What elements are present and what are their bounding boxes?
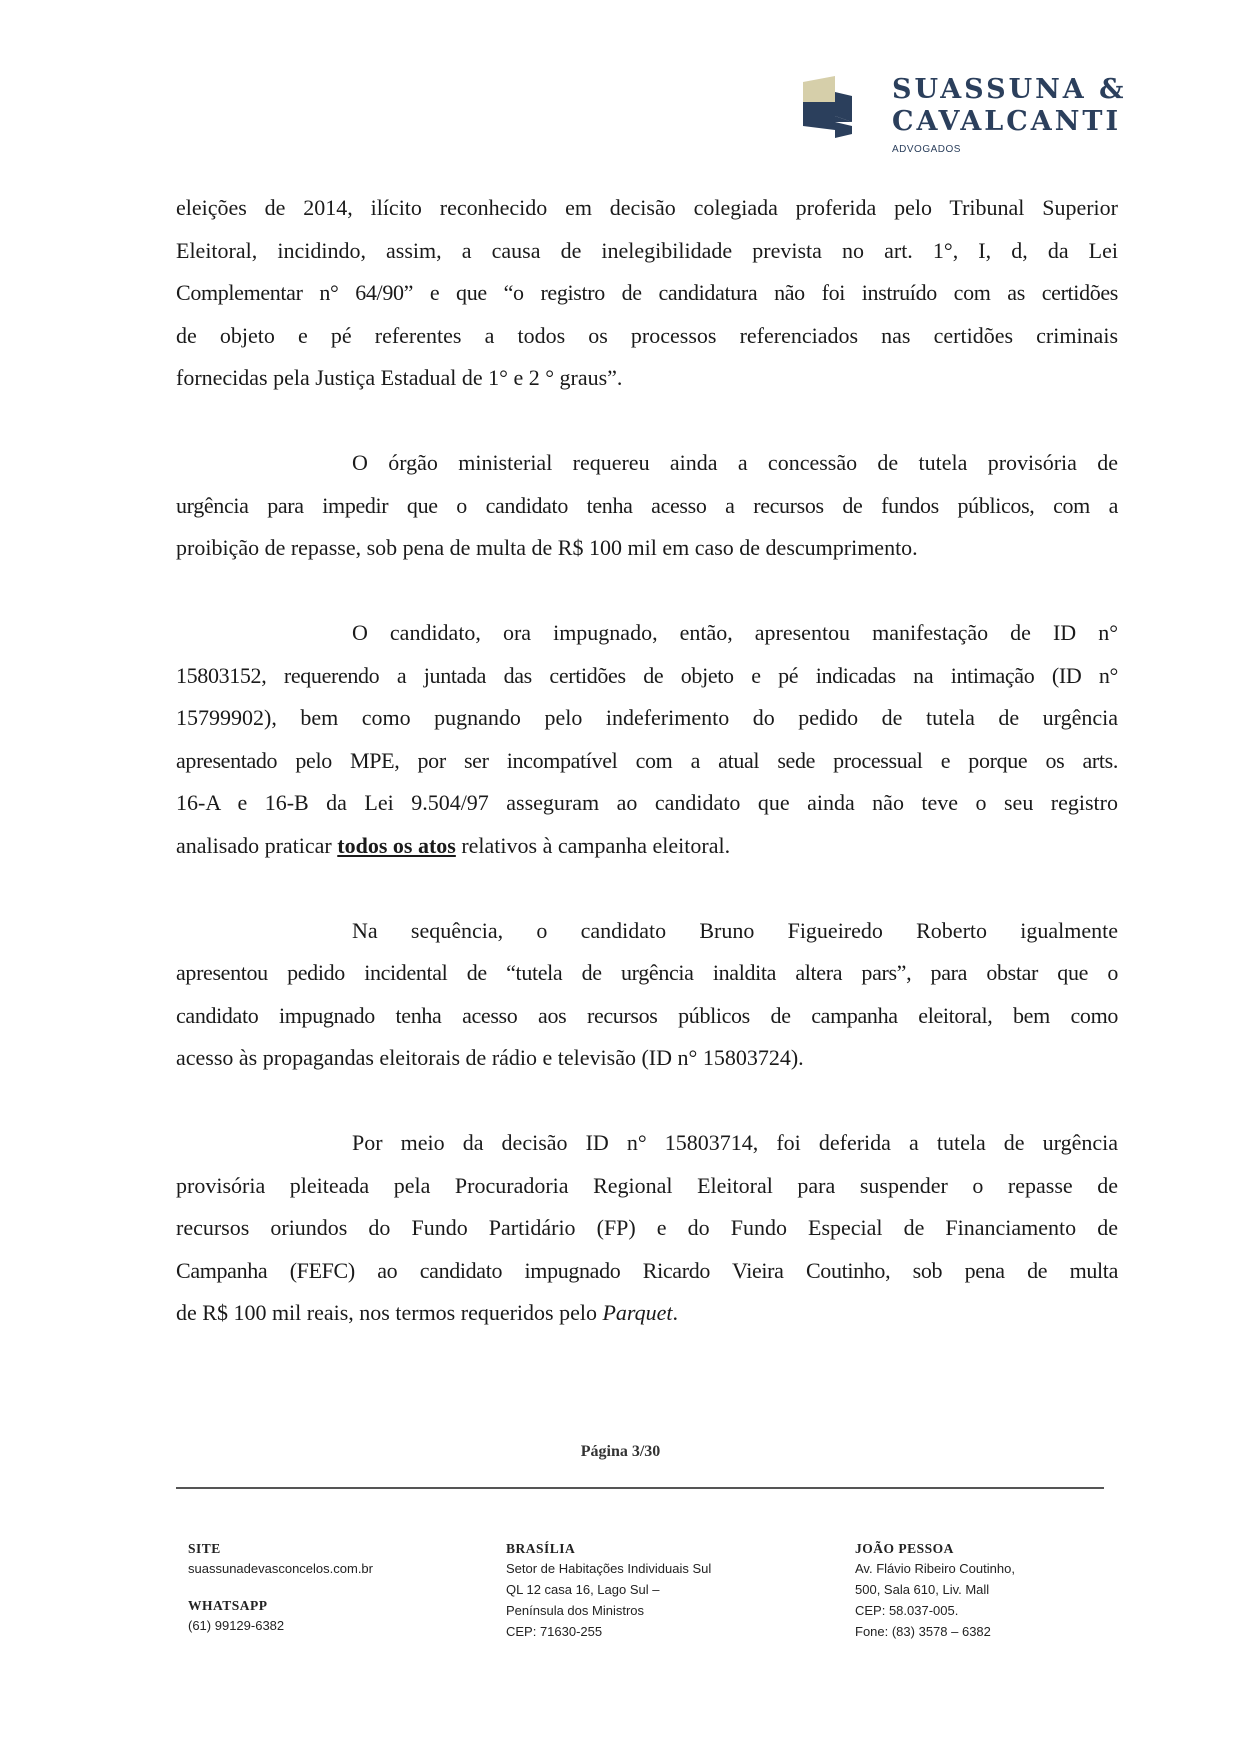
joao-pessoa-heading: JOÃO PESSOA — [855, 1541, 954, 1556]
text-line: acesso às propagandas eleitorais de rádio e televisão (ID n° 15803724). — [176, 1045, 804, 1070]
logo-navy-lower-left — [803, 122, 835, 130]
paragraph-1 — [176, 187, 1118, 400]
paragraph-3 — [176, 612, 1118, 867]
text-line: candidato impugnado tenha acesso aos recursos públicos de campanha eleitoral, bem como — [176, 1002, 1118, 1028]
text-line: Por meio da decisão ID n° 15803714, foi deferida a tutela de urgência — [352, 1130, 1118, 1155]
text-segment: de R$ 100 mil reais, nos termos requeridos pelo — [176, 1300, 603, 1325]
joao-pessoa-phone: Fone: (83) 3578 – 6382 — [855, 1624, 991, 1639]
brasilia-address-line: CEP: 71630-255 — [506, 1624, 603, 1639]
text-line: Na sequência, o candidato Bruno Figueiredo Roberto igualmente — [352, 917, 1118, 943]
joao-pessoa-address-line: CEP: 58.037-005. — [855, 1603, 959, 1618]
page-number: Página 3/30 — [580, 1443, 661, 1460]
text-line: 16-A e 16-B da Lei 9.504/97 asseguram ao candidato que ainda não teve o seu registro — [176, 790, 1118, 815]
text-line: eleições de 2014, ilícito reconhecido em decisão colegiada proferida pelo Tribunal Superior — [176, 195, 1118, 220]
whatsapp-heading: WHATSAPP — [188, 1598, 268, 1613]
text-segment: relativos à campanha eleitoral. — [455, 832, 731, 858]
brasilia-address-line: Península dos Ministros — [506, 1603, 645, 1618]
joao-pessoa-address-line: Av. Flávio Ribeiro Coutinho, — [855, 1561, 1015, 1576]
site-heading: SITE — [188, 1541, 221, 1556]
logo-name — [892, 74, 1127, 138]
brasilia-heading: BRASÍLIA — [506, 1541, 576, 1556]
text-line: O órgão ministerial requereu ainda a concessão de tutela provisória de — [352, 450, 1118, 475]
company-logo — [800, 72, 1130, 162]
footer-joao-pessoa-column — [855, 1540, 1015, 1642]
text-line: Eleitoral, incidindo, assim, a causa de inelegibilidade prevista no art. 1°, I, d, da Lei — [176, 237, 1118, 263]
text-line: 15799902), bem como pugnando pelo indeferimento do pedido de tutela de urgência — [176, 705, 1118, 730]
text-line: apresentou pedido incidental de “tutela de urgência inaldita altera pars”, para obstar que o — [176, 960, 1118, 985]
text-line: fornecidas pela Justiça Estadual de 1° e 2 ° graus”. — [176, 365, 623, 390]
text-line-with-emphasis — [176, 825, 1118, 868]
emphasis-todos-os-atos: todos os atos — [337, 832, 456, 858]
site-link[interactable]: suassunadevasconcelos.com.br — [188, 1561, 373, 1576]
footer-brasilia-column — [506, 1540, 711, 1642]
logo-name-line2: CAVALCANTI — [892, 106, 1122, 137]
footer-divider — [176, 1487, 1104, 1489]
text-segment: . — [672, 1300, 679, 1325]
logo-mark-icon — [800, 72, 856, 144]
text-line: Complementar n° 64/90” e que “o registro de candidatura não foi instruído com as certidões — [176, 280, 1118, 305]
logo-name-line1: SUASSUNA & — [892, 74, 1127, 105]
text-line: 15803152, requerendo a juntada das certidões de objeto e pé indicadas na intimação (ID n° — [176, 662, 1118, 688]
text-line: O candidato, ora impugnado, então, apresentou manifestação de ID n° — [352, 620, 1118, 645]
text-line: proibição de repasse, sob pena de multa de R$ 100 mil em caso de descumprimento. — [176, 535, 918, 560]
paragraph-4 — [176, 910, 1118, 1080]
brasilia-address-line: QL 12 casa 16, Lago Sul – — [506, 1582, 660, 1597]
logo-beige-block — [803, 76, 835, 102]
footer-contact-column — [188, 1540, 373, 1636]
emphasis-parquet: Parquet — [602, 1300, 673, 1325]
brasilia-address-line: Setor de Habitações Individuais Sul — [506, 1561, 712, 1576]
whatsapp-number: (61) 99129-6382 — [188, 1618, 285, 1633]
document-body — [176, 187, 1118, 1377]
text-line: de objeto e pé referentes a todos os processos referenciados nas certidões criminais — [176, 322, 1118, 348]
text-line: provisória pleiteada pela Procuradoria Regional Eleitoral para suspender o repasse de — [176, 1172, 1118, 1198]
text-line: recursos oriundos do Fundo Partidário (FP) e do Fundo Especial de Financiamento de — [176, 1215, 1118, 1240]
text-line-with-emphasis — [176, 1292, 1118, 1335]
text-segment: analisado praticar — [176, 832, 338, 858]
logo-subtitle: ADVOGADOS — [892, 144, 961, 155]
text-line: urgência para impedir que o candidato tenha acesso a recursos de fundos públicos, com a — [176, 492, 1118, 518]
text-line: Campanha (FEFC) ao candidato impugnado Ricardo Vieira Coutinho, sob pena de multa — [176, 1257, 1118, 1283]
text-line: apresentado pelo MPE, por ser incompatível com a atual sede processual e porque os arts. — [176, 747, 1118, 773]
paragraph-2 — [176, 442, 1118, 570]
joao-pessoa-address-line: 500, Sala 610, Liv. Mall — [855, 1582, 990, 1597]
paragraph-5 — [176, 1122, 1118, 1335]
